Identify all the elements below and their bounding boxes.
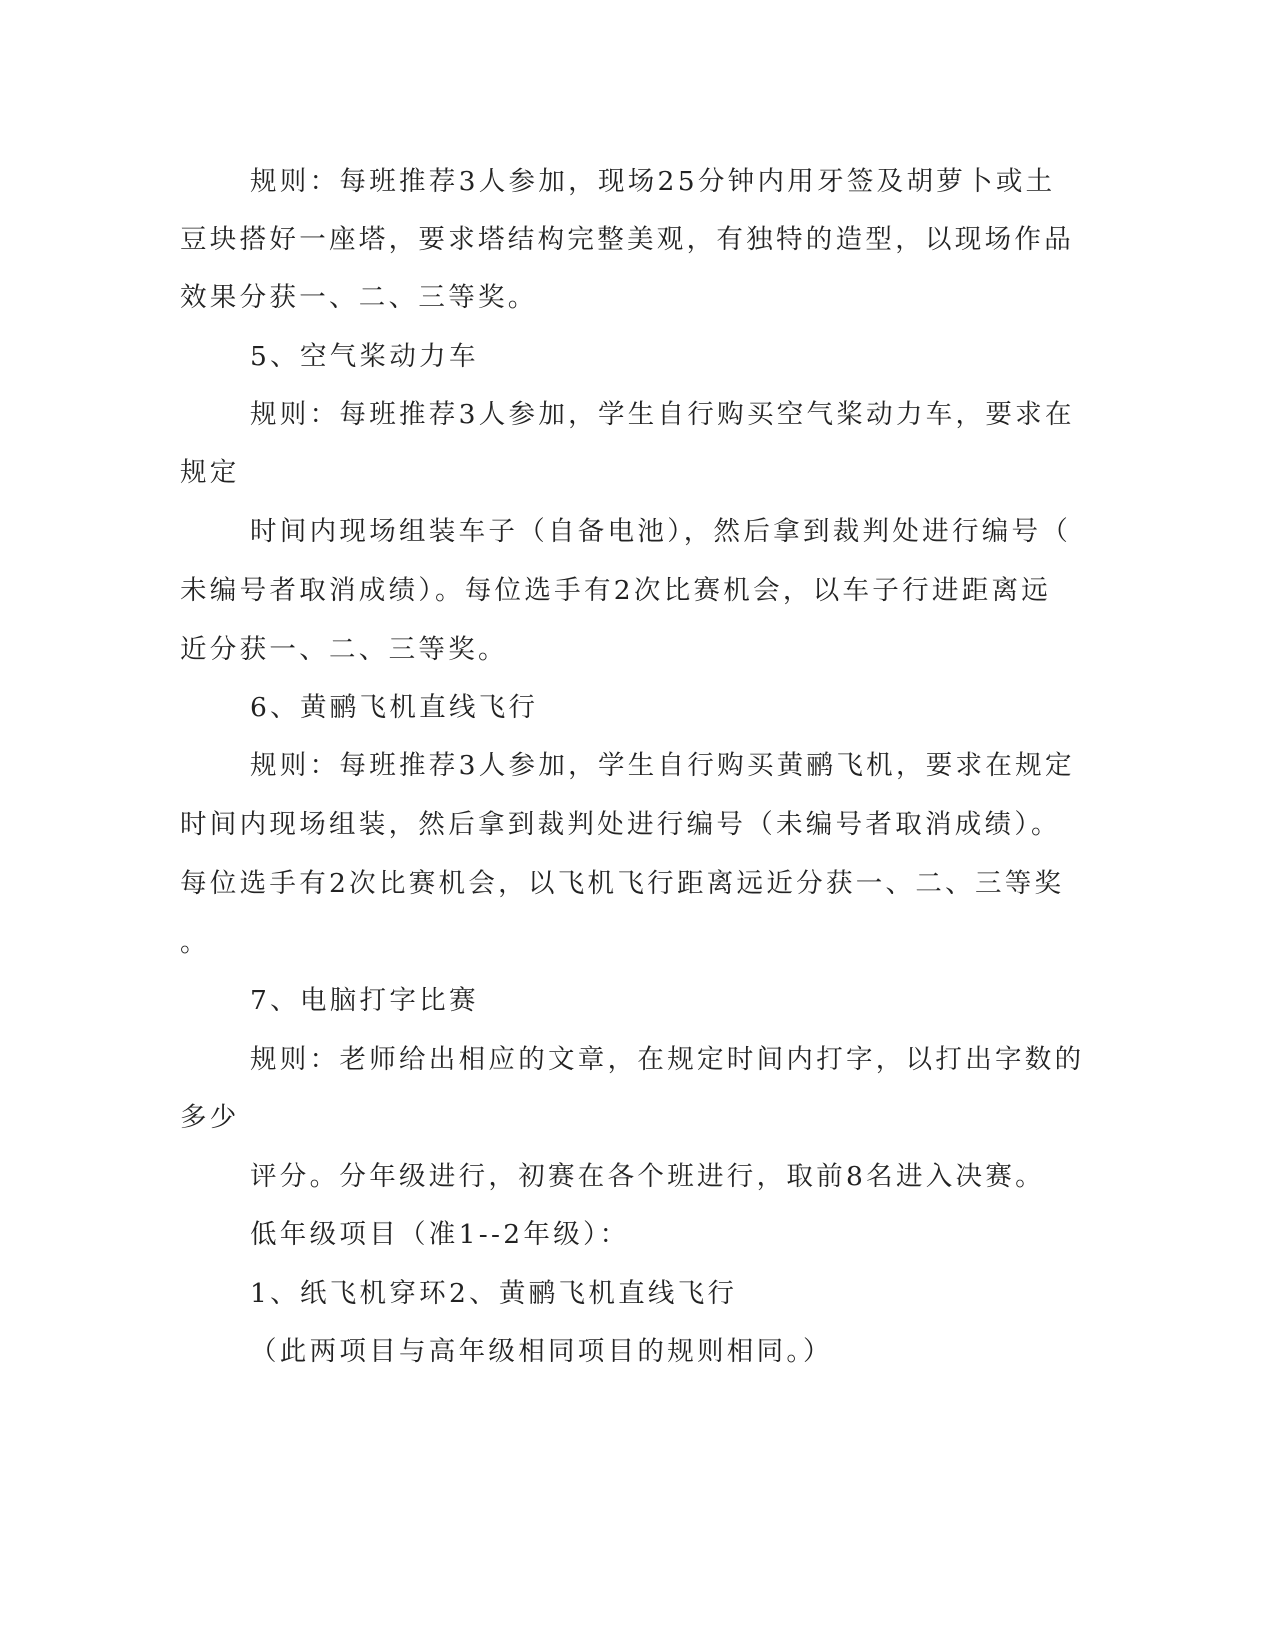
paragraph-line: 低年级项目（准1--2年级）：	[250, 1219, 630, 1250]
paragraph-line: 规则：老师给出相应的文章，在规定时间内打字，以打出字数的	[250, 1044, 1085, 1075]
paragraph-line: 规定	[180, 457, 240, 488]
paragraph-line: 规则：每班推荐3人参加，现场25分钟内用牙签及胡萝卜或土	[250, 166, 1056, 197]
paragraph-line: 。	[180, 927, 210, 958]
paragraph-line: 1、纸飞机穿环2、黄鹂飞机直线飞行	[250, 1278, 738, 1309]
paragraph-line: （此两项目与高年级相同项目的规则相同。）	[250, 1336, 833, 1367]
paragraph-line: 评分。分年级进行，初赛在各个班进行，取前8名进入决赛。	[250, 1161, 1045, 1192]
paragraph-line: 未编号者取消成绩）。每位选手有2次比赛机会，以车子行进距离远	[180, 575, 1052, 606]
paragraph-line: 近分获一、二、三等奖。	[180, 634, 508, 665]
paragraph-line: 效果分获一、二、三等奖。	[180, 282, 538, 313]
paragraph-line: 时间内现场组装，然后拿到裁判处进行编号（未编号者取消成绩）。	[180, 809, 1061, 840]
section-heading: 7、电脑打字比赛	[250, 985, 479, 1016]
section-heading: 6、黄鹂飞机直线飞行	[250, 692, 539, 723]
paragraph-line: 规则：每班推荐3人参加，学生自行购买黄鹂飞机，要求在规定	[250, 750, 1075, 781]
section-heading: 5、空气桨动力车	[250, 341, 479, 372]
paragraph-line: 时间内现场组装车子（自备电池），然后拿到裁判处进行编号（	[250, 516, 1072, 547]
paragraph-line: 每位选手有2次比赛机会，以飞机飞行距离远近分获一、二、三等奖	[180, 868, 1065, 899]
paragraph-line: 多少	[180, 1102, 240, 1133]
paragraph-line: 规则：每班推荐3人参加，学生自行购买空气桨动力车，要求在	[250, 399, 1075, 430]
paragraph-line: 豆块搭好一座塔，要求塔结构完整美观，有独特的造型，以现场作品	[180, 224, 1074, 255]
